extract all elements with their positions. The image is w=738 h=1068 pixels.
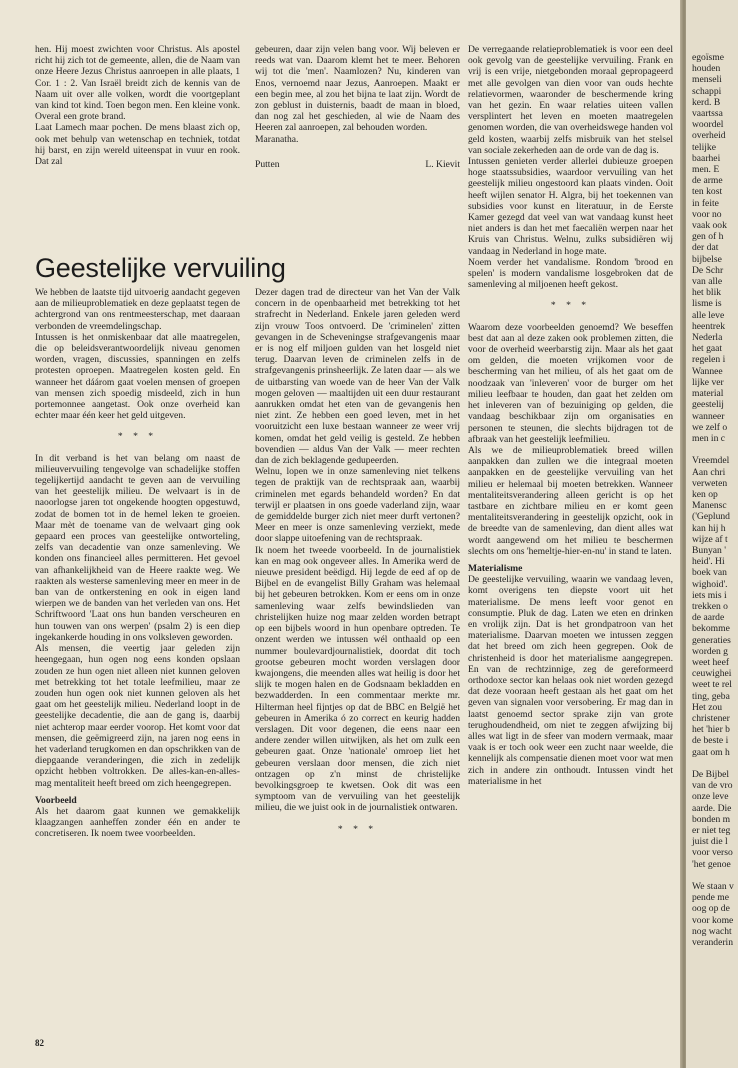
section-break-2: * * * — [337, 823, 378, 835]
next-page-fragment: weet te rel — [692, 679, 732, 691]
next-page-fragment: lisme is — [692, 298, 722, 310]
article-col1 — [35, 287, 240, 1027]
next-page-fragment: schappi — [692, 85, 722, 97]
previous-article-text-1: hen. Hij moest zwichten voor Christus. Als apostel richt hij zich tot de gemeente, allen, die de Naam van onze Heere Jezus Christus aanroepen in alle plaats, 1 Cor. 1 : 2. Van Israël breidt zich de kennis van de Naam uit over alle volken, wordt die voortgeplant van kind tot kind. Toen begon men. Een kleine vonk. Overal een grote brand. Laat Lamech maar pochen. De mens blaast zich op, ook met behulp van wetenschap en techniek, totdat hij barst, en zijn wereld uiteenspat in vuur en rook. Dat zal — [35, 44, 240, 168]
next-page-fragment: der dat — [692, 242, 719, 254]
next-page-fragment: de beste i — [692, 735, 729, 747]
voorbeeld-text: Als het daarom gaat kunnen we gemakkelijk klaagzangen aanheffen zonder één en ander te concretiseren. Ik noem twee voorbeelden. — [35, 805, 240, 840]
materialisme-text: De geestelijke vervuiling, waarin we vandaag leven, komt overigens ten diepste voort uit het materialisme. De mens leeft voor genot en consumptie. Pluk de dag. Laten we eten en drinken en vrolijk zijn. Dat is het grondpatroon van het materialisme. Daarvan moeten we intussen zeggen dat het breed om zich heen gegrepen. Ook de christenheid is door het materialisme aangegrepen. En van de rechtzinnige, zeg de gereformeerd orthodoxe sector kan helaas ook niet worden gezegd dat deze vooraan heeft gestaan als het gaat om het geven van signalen voor versobering. Er mag dan in laatst genoemd sector sprake zijn van grote terughoudendheid, om niet te zeggen afwijzing bij alles wat ligt in de sfeer van modern vermaak, maar vaak is er toch ook weer een zucht naar weelde, die kennelijk als compensatie dienen moet voor wat men zich in andere zin onthoudt. Intussen vindt het materialisme in het — [468, 574, 673, 787]
next-page-fragment: overheid — [692, 130, 726, 142]
next-page-fragment: generaties — [692, 634, 731, 646]
next-page-fragment: heid'. Hi — [692, 556, 725, 568]
next-page-fragment: kerd. B — [692, 96, 721, 108]
next-page-fragment: wighoid'. — [692, 578, 728, 590]
next-page-fragment: pende me — [692, 892, 730, 904]
body-text-col3-top: De verregaande relatieproblematiek is voor een deel ook gevolg van de geestelijke vervuiling. Frank en vrij is een vrije, nietgebonden moraal gepropageerd met alle gevolgen van dien voor van ouds hechte relatievormen, waaronder de beschermende kring van het gezin. En waar relaties uiteen vallen versplintert het leven en moeten maatregelen genomen worden, die van overheidswege handen vol geld kosten, waarbij zelfs misbruik van het stelsel van sociale zekerheden aan de orde van de dag is. Intussen genieten verder allerlei dubieuze groepen hoge staatssubsidies, waardoor vervuiling van het geestelijk milieu ongestoord kan plaats vinden. Ooit heeft wijlen senator H. Algra, bij het toekennen van subsidies voor kunst en literatuur, in de Eerste Kamer gezegd dat veel van wat vandaag kunst heet niet anders is dan het met faecaliën werpen naar het Kruis van Christus. Welnu, zulks subsidiëren wij vandaag in Nederland in hoge mate. Noem verder het vandalisme. Rondom 'brood en spelen' is modern vandalisme losgebroken dat de samenleving al miljoenen heeft gekost. — [468, 44, 673, 291]
next-page-fragment: gaat om h — [692, 746, 730, 758]
next-page-fragment: het 'hier b — [692, 724, 730, 736]
next-page-fragment: christener — [692, 712, 730, 724]
next-page-fragment: er niet teg — [692, 825, 731, 837]
next-page-fragment: baarhei — [692, 152, 721, 164]
next-page-fragment: We staan v — [692, 881, 734, 893]
next-page-fragment: verweten — [692, 477, 728, 489]
article-col3 — [468, 44, 673, 1028]
page-number: 82 — [35, 1038, 44, 1048]
next-page-fragment: Aan chri — [692, 466, 726, 478]
signature-place: Putten — [255, 158, 280, 170]
next-page-fragment: Het zou — [692, 701, 723, 713]
previous-article-text-2: gebeuren, daar zijn velen bang voor. Wij beleven er reeds wat van. Daarom klemt het te meer. Behoren wij tot die 'men'. Naamlozen? Nu, kinderen van Enos, vernoemd naar Jezus, Aanroepen. Maakt er een begin mee, al zou het bijna te laat zijn. Wordt de zon geblust in duisternis, baadt de maan in bloed, dan nog zal het geschieden, al wie de Naam des Heeren zal aanroepen, zal behouden worden. Maranatha. — [255, 44, 460, 145]
next-page-fragment: De Bijbel — [692, 769, 730, 780]
next-page-fragment: ('Geplund — [692, 511, 730, 523]
next-page-fragment: wijze af t — [692, 533, 728, 545]
next-page-fragment: we zelf o — [692, 421, 728, 433]
next-page-fragment: Vreemdel — [692, 455, 730, 467]
next-page-fragment: nog wacht — [692, 925, 732, 937]
next-page-fragment: telijke — [692, 141, 716, 153]
next-page-fragment: bekomme — [692, 623, 730, 635]
next-page-fragment: Manensc — [692, 500, 727, 512]
next-page-fragment: men. E — [692, 164, 720, 176]
next-page-fragment: lijke ver — [692, 376, 724, 388]
next-page-fragment: vaak ook — [692, 220, 727, 232]
next-page-edge — [686, 0, 738, 1068]
next-page-fragment: menseli — [692, 74, 722, 86]
next-page-fragment: ken op — [692, 488, 718, 500]
next-page-fragment: bonden m — [692, 813, 731, 825]
next-page-fragment: men in c — [692, 432, 726, 444]
next-page-fragment: voor verso — [692, 847, 733, 859]
next-page-fragment: regelen i — [692, 354, 726, 366]
next-page-fragment: geestelij — [692, 399, 724, 411]
subheading-voorbeeld: Voorbeeld — [35, 794, 77, 806]
next-page-fragment: De Schr — [692, 264, 724, 276]
next-page-fragment: het gaat — [692, 343, 723, 355]
next-page-fragment — [686, 758, 734, 769]
next-page-fragment: Wannee — [692, 365, 723, 377]
next-page-fragment — [686, 444, 734, 455]
next-page-fragment: juist die l — [692, 836, 728, 848]
article-title: Geestelijke vervuiling — [35, 253, 286, 283]
next-page-fragment: vaartssa — [692, 108, 723, 120]
next-page-fragment: worden g — [692, 645, 728, 657]
next-page-fragment: iets mis i — [692, 589, 727, 601]
signature-author: L. Kievit — [425, 158, 460, 170]
next-page-fragment: 'het genoe — [692, 858, 731, 870]
next-page-fragment: Bunyan ' — [692, 544, 726, 556]
body-text-col2: Dezer dagen trad de directeur van het Van der Valk concern in de openbaarheid met betrekking tot het strafrecht in Nederland. Enkele jaren geleden werd zijn vrouw Toos ontvoerd. De 'criminelen' zitten gevangen in de Scheveningse strafgevangenis maar er is nog elf miljoen gulden van het losgeld niet terug. Daarvan leven de criminelen zelfs in de strafgevangenis prinsheerlijk. Ze laten daar — als we de uitbarsting van woede van de heer Van der Valk mogen geloven — maaltijden uit een duur restaurant aanrukken omdat het eten van de gevangenis hen niet zint. Ze hebben een goed leven, met in het vooruitzicht een luxe bestaan wanneer ze weer vrij komen, omdat het geld veilig is gesteld. Ze hebben bovendien — aldus Van der Valk — meer rechten dan de zich beklagende gedupeerden. Welnu, lopen we in onze samenleving niet telkens tegen de praktijk van de rechtspraak aan, waarbij criminelen met egards behandeld worden? En dat terwijl er plaatsen in ons goede vaderland zijn, waar de gemiddelde burger zich niet meer durft vertonen? Meer en meer is onze samenleving verziekt, mede door slappe uitoefening van de rechtspraak. Ik noem het tweede voorbeeld. In de journalistiek kan en mag ook ongeveer alles. In Amerika werd de nieuwe president beëdigd. Hij legde de eed af op de Bijbel en de evangelist Billy Graham was helemaal bij het gebeuren betrokken. Kom er eens om in onze samenleving waar zelfs bewindslieden van christelijken huize nog maar zelden worden betrapt op een bijbels woord in hun openbare optreden. Te onzent werden we intussen wél onthaald op een nummer boulevardjournalistiek, doordat dit toch grootse gebeuren mocht worden verslagen door kwajongens, die meenden alles wat heilig is door het slijk te mogen halen en de Godsnaam bekladden en bezwadderden. In een commentaar merkte mr. Hilterman heel fijntjes op dat de BBC en België het gebeuren in Amerika ó zo correct en keurig hadden verslagen. Dit voor degenen, die eens naar een andere zender willen uitwijken, als het om zulk een gebeuren gaat. Onze 'nationale' omroep liet het gebeuren verslaan door mensen, die zich niet ontzagen op z'n minst de christelijke bevolkingsgroep te kwetsen. Ook dit was een symptoom van de vervuiling van het geestelijk milieu, die we juist ook in de journalistiek ontwaren. — [255, 287, 460, 814]
next-page-fragment: veranderin — [692, 937, 734, 949]
next-page-fragment: material — [692, 388, 724, 400]
article-col2 — [255, 287, 460, 1027]
next-page-fragment: alle leve — [692, 309, 725, 321]
next-page-fragment: het blik — [692, 287, 722, 299]
body-text-col1: In dit verband is het van belang om naast de milieuvervuiling tengevolge van schadelijke stoffen tegelijkertijd aandacht te geven aan de vervuiling van het geestelijk milieu. De welvaart is in de naoorlogse jaren tot ongekende hoogten opgestuwd, zodat de bomen tot in de hemel leken te groeien. Maar mèt de toename van de welvaart ging ook gepaard een proces van geestelijke ontworteling, zelfs van decadentie van onze samenleving. We konden ons financieel alles permitteren. Het gevoel van afhankelijkheid van de Heere raakte weg. We raakten als westerse samenleving meer en meer in de ban van de ontkerstening en ook in eigen land wierpen we de banden van het verleden van ons. Het Schriftwoord 'Laat ons hun banden verscheuren en hun touwen van ons werpen' (psalm 2) is een diep ingekankerde houding in ons volksleven geworden. Als mensen, die veertig jaar geleden zijn heengegaan, hun ogen nog eens konden opslaan zouden ze hun ogen niet alleen niet kunnen geloven met betrekking tot het totale leefmilieu, maar ze zouden hun ogen ook niet kunnen geloven als het gaat om het geestelijk milieu. Nederland loopt in de geestelijke decadentie, die aan de gang is, daarbij niet achterop maar eerder voorop. Het komt voor dat mensen, die geëmigreerd zijn, na jaren nog eens in het vaderland terugkomen en dan opschrikken van de diepgaande veranderingen, die zich in zedelijk opzicht hebben voltrokken. De alles-kan-en-alles-mag mentaliteit heeft breed om zich heengegrepen. — [35, 452, 240, 789]
next-page-fragment: weet heef — [692, 656, 730, 668]
next-page-fragment: ting, geba — [692, 690, 730, 702]
next-page-fragment: houden — [692, 63, 721, 75]
next-page-fragment: onze leve — [692, 791, 729, 803]
next-page-fragment: egoïsme — [692, 52, 724, 63]
next-page-fragment: woordel — [692, 119, 724, 131]
next-page-fragment: ceuwighei — [692, 668, 732, 680]
next-page-fragment: de arme — [692, 175, 723, 187]
next-page-fragment: bijbelse — [692, 253, 722, 265]
next-page-fragment: trekken o — [692, 600, 728, 612]
signature — [255, 159, 460, 170]
body-text-col3-mid: Waarom deze voorbeelden genoemd? We beseffen best dat aan al deze zaken ook problemen zitten, die voor de overheid weerbarstig zijn. Maar als het gaat om gelden, die moeten vrijkomen voor de bescherming van het milieu, of als het gaat om de noodzaak van 'inleveren' voor de burger om het milieu leefbaar te houden, dan gaat het zelden om het inleveren van of bezuiniging op gelden, die vandaag beschikbaar zijn om organisaties en personen te steunen, die slechts bijdragen tot de afbraak van het geestelijk leefmilieu. Als we de milieuproblematiek breed willen aanpakken dan zullen we die integraal moeten aanpakken en de geestelijke vervuiling van het milieu er helemaal bij moeten betrekken. Wanneer mentaliteitsverandering alleen gericht is op het tastbare en zichtbare milieu en er komt geen mentaliteitsverandering in geestelijk opzicht, ook in de breedte van de samenleving, dan dient alles wat wordt aangewend om het milieu te beschermen slechts om ons 'hemeltje-hier-en-nu' in stand te laten. — [468, 321, 673, 557]
section-break-3: * * * — [550, 300, 591, 312]
next-page-fragments — [686, 52, 734, 948]
next-page-fragment: boek van — [692, 567, 727, 579]
next-page-fragment — [686, 870, 734, 881]
next-page-fragment: ten kost — [692, 186, 723, 198]
next-page-fragment: Nederla — [692, 332, 723, 344]
next-page-fragment: aarde. Die — [692, 802, 732, 814]
next-page-fragment: voor no — [692, 208, 722, 220]
section-break: * * * — [117, 431, 158, 443]
next-page-fragment: kan hij h — [692, 522, 726, 534]
next-page-fragment: oog op de — [692, 903, 730, 915]
next-page-fragment: voor kome — [692, 914, 734, 926]
previous-article-col2 — [255, 44, 460, 204]
next-page-fragment: van de vro — [692, 780, 733, 792]
previous-article-col1 — [35, 44, 240, 204]
intro-text: We hebben de laatste tijd uitvoerig aandacht gegeven aan de milieuproblematiek en deze geplaatst tegen de achtergrond van ons rentmeesterschap, met daaraan verbonden de vreemdelingschap. Intussen is het onmiskenbaar dat alle maatregelen, die op beleidsverantwoordelijk niveau genomen worden, vragen, discussies, spanningen en zelfs protesten oproepen. Maatregelen kosten geld. En wanneer het dáárom gaat voelen mensen of groepen van mensen zich spoedig misdeeld, zich in hun portemonnee aangetast. Ook onze overheid kan echter maar één keer het geld uitgeven. — [35, 287, 240, 422]
subheading-materialisme: Materialisme — [468, 562, 523, 574]
next-page-fragment: heentrek — [692, 320, 726, 332]
next-page-fragment: wanneer — [692, 410, 725, 422]
next-page-fragment: gen of h — [692, 231, 724, 243]
next-page-fragment: van alle — [692, 276, 723, 288]
next-page-fragment: in feite — [692, 197, 719, 209]
next-page-fragment: de aarde — [692, 612, 725, 624]
